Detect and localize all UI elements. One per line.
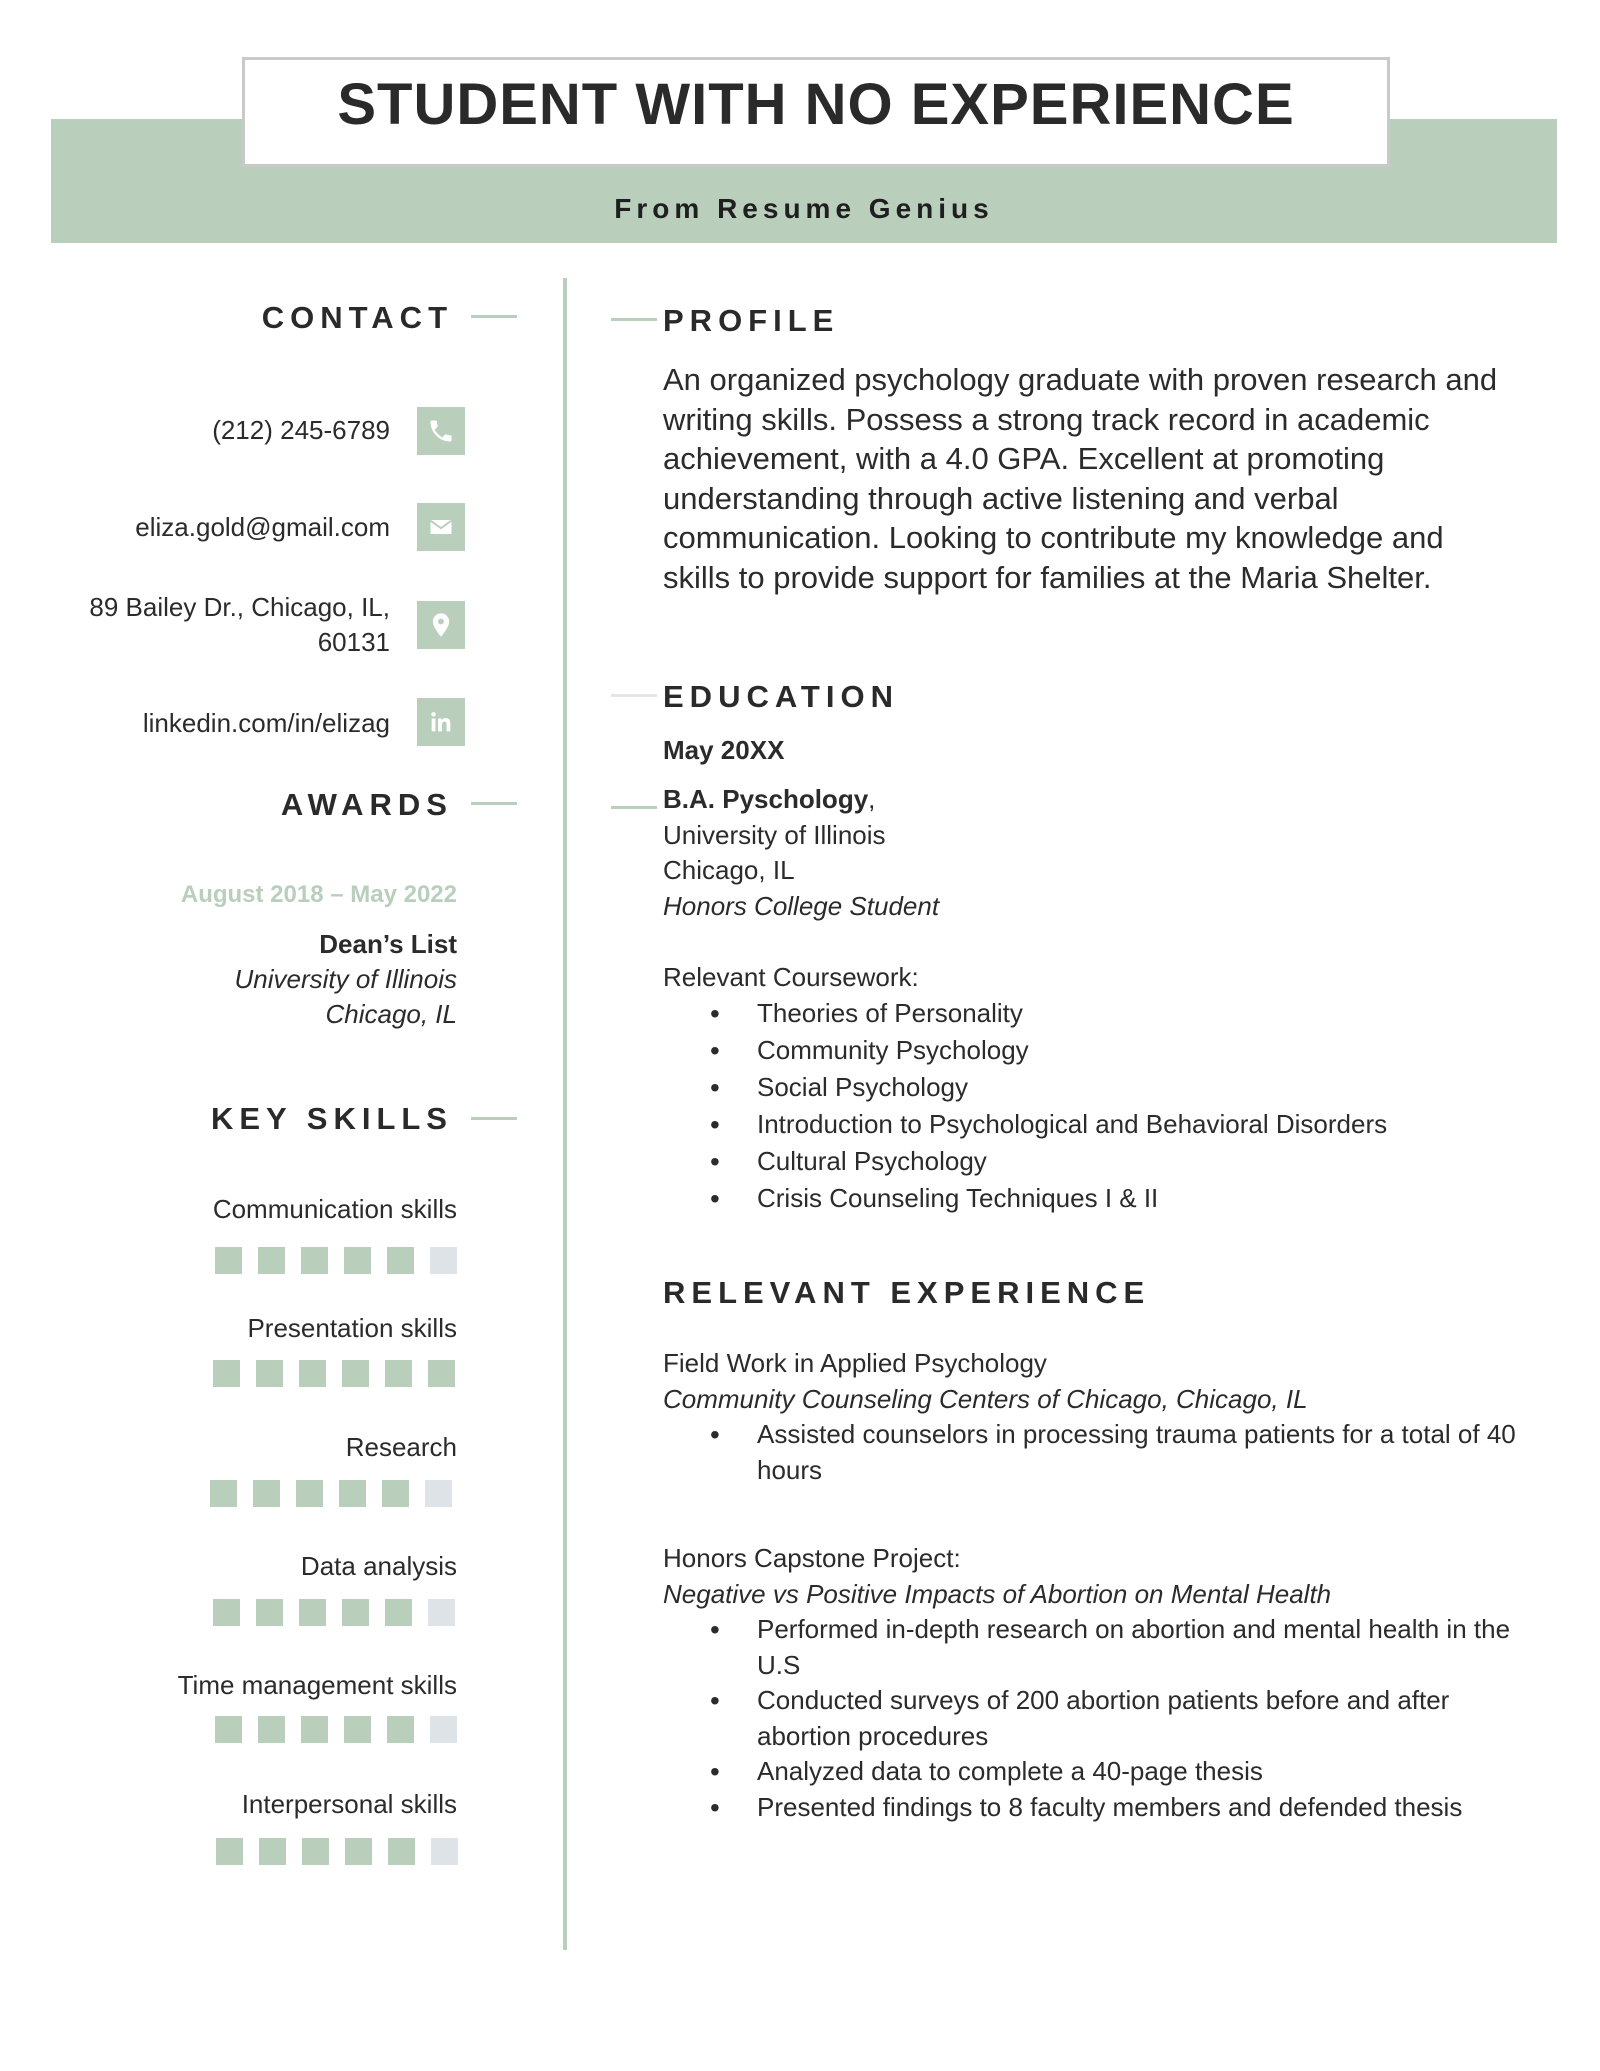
- experience-org: Negative vs Positive Impacts of Abortion on Mental Health: [663, 1578, 1332, 1609]
- bullet-line: hours: [757, 1454, 823, 1485]
- phone-icon: [417, 407, 465, 455]
- bullet-line: • Presented findings to 8 faculty members and defended thesis: [757, 1791, 1463, 1822]
- experience-org: Community Counseling Centers of Chicago, Chicago, IL: [663, 1383, 1308, 1414]
- skill-square-filled: [339, 1480, 366, 1507]
- award-title: Dean’s List: [319, 929, 457, 959]
- experience-bullet: [663, 1754, 1510, 1790]
- bullet-line: abortion procedures: [757, 1720, 989, 1751]
- skill-square-empty: [431, 1838, 458, 1865]
- profile-line: achievement, with a 4.0 GPA. Excellent at promoting: [663, 441, 1385, 476]
- bullet-line: • Analyzed data to complete a 40-page thesis: [757, 1756, 1263, 1786]
- coursework-item: • Crisis Counseling Techniques I & II: [663, 1180, 1387, 1217]
- skill-square-filled: [302, 1838, 329, 1865]
- skill-square-filled: [387, 1247, 414, 1274]
- degree-comma: ,: [868, 784, 876, 814]
- bullet-line: U.S: [757, 1649, 801, 1680]
- awards-date: August 2018 – May 2022: [180, 881, 457, 908]
- experience-bullet: [663, 1417, 1516, 1488]
- coursework-item: • Introduction to Psychological and Behavioral Disorders: [663, 1106, 1387, 1143]
- contact-phone: (212) 245-6789: [212, 415, 390, 445]
- skill-square-filled: [342, 1599, 369, 1626]
- skill-square-filled: [344, 1247, 371, 1274]
- skill-square-filled: [345, 1838, 372, 1865]
- linkedin-icon: [417, 698, 465, 746]
- skill-label: Time management skills: [177, 1670, 457, 1700]
- experience-bullets: [663, 1417, 1516, 1488]
- skill-square-filled: [253, 1480, 280, 1507]
- experience-entry: [663, 1346, 1516, 1488]
- award-school: University of Illinois: [234, 964, 457, 994]
- address-line-2: 60131: [317, 627, 390, 657]
- experience-title: Honors Capstone Project:: [663, 1543, 961, 1573]
- skill-square-filled: [213, 1599, 240, 1626]
- skill-square-filled: [259, 1838, 286, 1865]
- column-divider: [563, 278, 567, 1950]
- experience-bullets: [663, 1612, 1510, 1825]
- profile-line: understanding through active listening and verbal: [663, 480, 1339, 516]
- skill-square-filled: [258, 1247, 285, 1274]
- resume-title: STUDENT WITH NO EXPERIENCE: [337, 71, 1295, 137]
- skill-square-filled: [299, 1599, 326, 1626]
- skill-square-empty: [430, 1716, 457, 1743]
- skill-square-filled: [216, 1838, 243, 1865]
- skill-square-filled: [301, 1247, 328, 1274]
- skill-square-filled: [388, 1838, 415, 1865]
- skill-square-filled: [213, 1360, 240, 1387]
- skill-square-filled: [210, 1480, 237, 1507]
- skill-square-filled: [387, 1716, 414, 1743]
- skill-square-filled: [301, 1716, 328, 1743]
- coursework-item: • Theories of Personality: [663, 995, 1387, 1032]
- contact-heading-dash: [471, 315, 517, 318]
- skill-square-filled: [342, 1360, 369, 1387]
- address-line-1: 89 Bailey Dr., Chicago, IL,: [89, 592, 390, 622]
- skill-square-filled: [382, 1480, 409, 1507]
- skill-square-filled: [428, 1360, 455, 1387]
- bullet-line: • Performed in-depth research on abortion and mental health in the: [757, 1614, 1511, 1644]
- skill-square-filled: [385, 1599, 412, 1626]
- profile-summary: [663, 360, 1513, 597]
- profile-heading: PROFILE: [663, 303, 840, 338]
- skill-square-filled: [256, 1599, 283, 1626]
- profile-line: writing skills. Possess a strong track record in academic: [663, 401, 1430, 437]
- skill-square-filled: [258, 1716, 285, 1743]
- profile-heading-dash: [611, 318, 657, 321]
- coursework-item: • Social Psychology: [663, 1069, 1387, 1106]
- coursework-item: • Cultural Psychology: [663, 1143, 1387, 1180]
- skill-rating: [216, 1838, 458, 1865]
- skill-square-filled: [256, 1360, 283, 1387]
- envelope-icon: [417, 503, 465, 551]
- education-honors: Honors College Student: [663, 890, 940, 921]
- skill-square-filled: [299, 1360, 326, 1387]
- profile-line: skills to provide support for families at the Maria Shelter.: [663, 559, 1432, 595]
- skill-rating: [215, 1716, 457, 1743]
- experience-entry: [663, 1541, 1510, 1825]
- skill-label: Presentation skills: [247, 1313, 457, 1343]
- profile-line: An organized psychology graduate with proven research and: [663, 362, 1498, 397]
- bullet-line: • Assisted counselors in processing trauma patients for a total of 40: [757, 1419, 1516, 1449]
- skill-square-filled: [385, 1360, 412, 1387]
- contact-linkedin[interactable]: linkedin.com/in/elizag: [142, 708, 390, 738]
- education-heading: EDUCATION: [663, 679, 899, 714]
- bullet-line: • Conducted surveys of 200 abortion patients before and after: [757, 1685, 1450, 1715]
- skill-label: Data analysis: [300, 1551, 457, 1581]
- title-box: [242, 57, 1390, 167]
- experience-title: Field Work in Applied Psychology: [663, 1348, 1047, 1378]
- coursework-item: • Community Psychology: [663, 1032, 1387, 1069]
- skill-label: Communication skills: [212, 1194, 457, 1224]
- skill-square-empty: [425, 1480, 452, 1507]
- experience-bullet: [663, 1790, 1510, 1826]
- resume-subtitle: From Resume Genius: [614, 193, 994, 224]
- map-pin-icon: [417, 601, 465, 649]
- awards-heading-dash: [471, 802, 517, 805]
- contact-heading: CONTACT: [261, 300, 453, 335]
- skill-rating: [215, 1247, 457, 1274]
- skill-square-filled: [296, 1480, 323, 1507]
- profile-line: communication. Looking to contribute my knowledge and: [663, 520, 1444, 555]
- contact-email: eliza.gold@gmail.com: [135, 512, 390, 542]
- coursework-label: Relevant Coursework:: [663, 961, 919, 992]
- skill-rating: [213, 1360, 455, 1387]
- skill-label: Research: [345, 1432, 457, 1462]
- education-heading-dash: [611, 694, 657, 697]
- coursework-list: [663, 995, 1387, 1217]
- skill-square-filled: [215, 1716, 242, 1743]
- skills-heading-dash: [471, 1117, 517, 1120]
- skill-rating: [210, 1480, 452, 1507]
- education-school: University of Illinois: [663, 819, 886, 850]
- awards-heading: AWARDS: [280, 787, 453, 822]
- skill-square-filled: [215, 1247, 242, 1274]
- skills-heading: KEY SKILLS: [210, 1101, 453, 1136]
- education-degree: B.A. Pyschology: [663, 784, 869, 814]
- experience-heading: RELEVANT EXPERIENCE: [663, 1275, 1151, 1310]
- education-entry-dash: [611, 806, 657, 809]
- skill-square-filled: [344, 1716, 371, 1743]
- education-entry: [663, 782, 1387, 1217]
- award-location: Chicago, IL: [325, 999, 457, 1029]
- skill-rating: [213, 1599, 455, 1626]
- skill-square-empty: [428, 1599, 455, 1626]
- education-date: May 20XX: [663, 735, 785, 765]
- experience-bullet: [663, 1683, 1510, 1754]
- experience-bullet: [663, 1612, 1510, 1683]
- contact-address: [60, 590, 390, 660]
- skill-square-empty: [430, 1247, 457, 1274]
- skill-label: Interpersonal skills: [241, 1789, 457, 1819]
- education-location: Chicago, IL: [663, 855, 795, 885]
